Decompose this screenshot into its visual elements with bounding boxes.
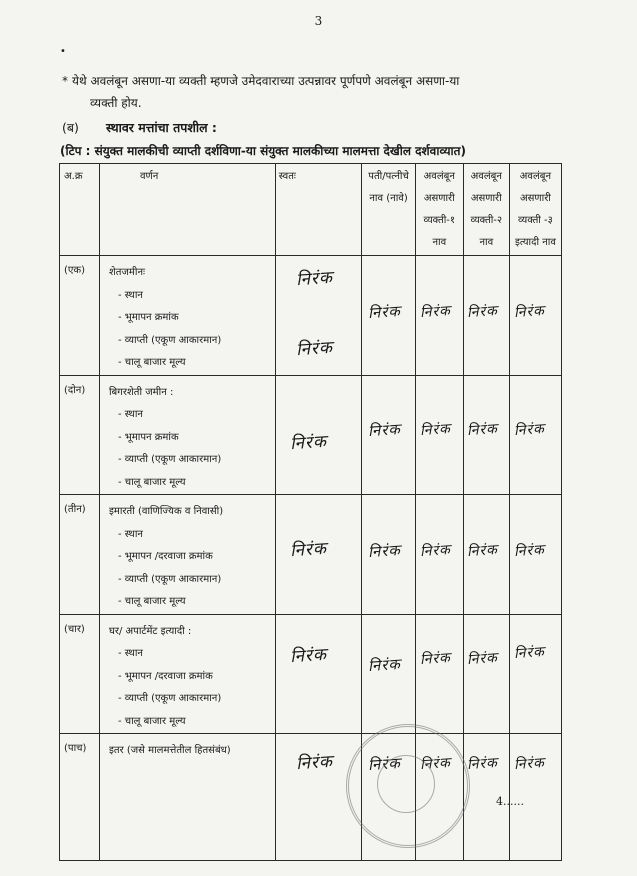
scan-mark: • — [60, 46, 66, 57]
handwritten-nil: निरंक — [419, 420, 452, 439]
spouse-cell — [362, 256, 416, 376]
dependent-1-cell — [415, 375, 463, 495]
row-title: इतर (जसे मालमत्तेतील हितसंबंध) — [108, 745, 231, 756]
row-item: - व्याप्ती (एकूण आकारमान) — [117, 573, 222, 585]
row-number: (पाच) — [60, 734, 100, 861]
table-row — [60, 256, 562, 376]
dependent-1-cell — [415, 256, 463, 376]
handwritten-nil: निरंक — [466, 541, 499, 561]
row-description — [99, 256, 275, 376]
header-dependent-2: अवलंबून असणारी व्यक्ती-२ नाव — [463, 164, 509, 256]
section-label: (ब) — [62, 120, 79, 135]
handwritten-nil: निरंक — [513, 420, 546, 439]
handwritten-nil: निरंक — [289, 431, 328, 454]
header-serial: अ.क्र — [60, 164, 100, 256]
handwritten-nil: निरंक — [419, 754, 452, 774]
handwritten-nil: निरंक — [513, 541, 546, 561]
row-item: - स्थान — [117, 409, 143, 420]
header-self: स्वतः — [275, 164, 362, 256]
spouse-cell — [362, 495, 416, 615]
tip-note: (टिप : संयुक्त मालकीची व्याप्ती दर्शविणा-या संयुक्त मालकीच्या मालमत्ता देखील दर्शवाव्यात) — [60, 144, 466, 158]
self-cell — [275, 614, 362, 734]
row-item: - व्याप्ती (एकूण आकारमान) — [117, 334, 222, 346]
row-item: - चालू बाजार मूल्य — [117, 715, 186, 727]
header-spouse: पती/पत्नीचे नाव (नावे) — [362, 164, 416, 256]
row-number: (चार) — [60, 614, 100, 734]
handwritten-nil: निरंक — [367, 654, 402, 675]
self-cell — [275, 375, 362, 495]
row-item: - भूमापन /दरवाजा क्रमांक — [117, 670, 213, 682]
row-description — [99, 734, 275, 861]
table-row — [60, 614, 562, 734]
row-item: - स्थान — [117, 528, 143, 540]
footnote-line-2: व्यक्ती होय. — [90, 96, 142, 110]
section-title: स्थावर मत्तांचा तपशील : — [106, 120, 217, 135]
dependent-3-cell — [509, 256, 561, 376]
handwritten-nil: निरंक — [367, 540, 402, 562]
immovable-assets-table — [59, 163, 562, 861]
dependent-1-cell — [415, 614, 463, 734]
handwritten-nil: निरंक — [513, 302, 546, 322]
dependent-2-cell — [463, 495, 509, 615]
header-dependent-3: अवलंबून असणारी व्यक्ती -३ इत्यादी नाव — [509, 164, 561, 256]
handwritten-nil: निरंक — [466, 649, 499, 668]
continuation-marker: 4...... — [496, 795, 524, 808]
official-seal — [346, 724, 470, 848]
dependent-1-cell — [415, 495, 463, 615]
spouse-cell — [362, 375, 416, 495]
handwritten-nil: निरंक — [367, 753, 402, 775]
handwritten-nil: निरंक — [289, 644, 328, 667]
header-description: वर्णन — [99, 164, 275, 256]
handwritten-nil: निरंक — [289, 538, 328, 562]
row-item: - चालू बाजार मूल्य — [117, 476, 186, 488]
handwritten-nil: निरंक — [513, 643, 546, 662]
row-item: - भूमापन /दरवाजा क्रमांक — [117, 551, 213, 562]
handwritten-nil: निरंक — [466, 420, 499, 439]
footnote — [62, 70, 582, 114]
handwritten-nil: निरंक — [419, 541, 452, 561]
handwritten-nil: निरंक — [466, 302, 499, 322]
dependent-3-cell — [509, 375, 561, 495]
section-heading — [62, 119, 217, 136]
row-item: - स्थान — [117, 289, 143, 301]
table-row — [60, 495, 562, 615]
handwritten-nil: निरंक — [419, 302, 452, 322]
footnote-line-1: येथे अवलंबून असणा-या व्यक्ती म्हणजे उमेदवाराच्या उत्पन्नावर पूर्णपणे अवलंबून असणा-या — [72, 74, 460, 88]
dependent-2-cell — [463, 256, 509, 376]
row-item: - स्थान — [117, 648, 143, 659]
row-description — [99, 495, 275, 615]
handwritten-nil: निरंक — [295, 337, 334, 361]
row-title: शेतजमीनः — [108, 267, 146, 278]
row-number: (दोन) — [60, 375, 100, 495]
row-item: - व्याप्ती (एकूण आकारमान) — [117, 693, 222, 704]
table-row — [60, 734, 562, 861]
handwritten-nil: निरंक — [295, 267, 334, 291]
dependent-3-cell — [509, 614, 561, 734]
row-title: घर/ अपार्टमेंट इत्यादी : — [108, 625, 192, 637]
spouse-cell — [362, 614, 416, 734]
footnote-star: * — [62, 74, 68, 88]
row-item: - भूमापन क्रमांक — [117, 312, 179, 323]
row-number: (एक) — [60, 256, 100, 376]
handwritten-nil: निरंक — [367, 301, 402, 323]
handwritten-nil: निरंक — [466, 754, 499, 774]
self-cell — [275, 495, 362, 615]
handwritten-nil: निरंक — [513, 754, 546, 774]
row-item: - भूमापन क्रमांक — [117, 431, 179, 443]
row-item: - चालू बाजार मूल्य — [117, 596, 186, 607]
handwritten-nil: निरंक — [295, 751, 334, 775]
dependent-2-cell — [463, 375, 509, 495]
page-number: 3 — [314, 14, 323, 28]
table-header-row — [60, 164, 562, 256]
row-description — [99, 375, 275, 495]
handwritten-nil: निरंक — [419, 649, 452, 668]
row-description — [99, 614, 275, 734]
row-item: - चालू बाजार मूल्य — [117, 357, 186, 368]
row-title: इमारती (वाणिज्यिक व निवासी) — [108, 506, 224, 517]
dependent-2-cell — [463, 614, 509, 734]
self-cell — [275, 256, 362, 376]
row-title: बिगरशेती जमीन : — [108, 386, 174, 398]
table-row — [60, 375, 562, 495]
handwritten-nil: निरंक — [367, 419, 402, 440]
header-dependent-1: अवलंबून असणारी व्यक्ती-१ नाव — [415, 164, 463, 256]
row-item: - व्याप्ती (एकूण आकारमान) — [117, 454, 222, 465]
row-number: (तीन) — [60, 495, 100, 615]
dependent-3-cell — [509, 495, 561, 615]
